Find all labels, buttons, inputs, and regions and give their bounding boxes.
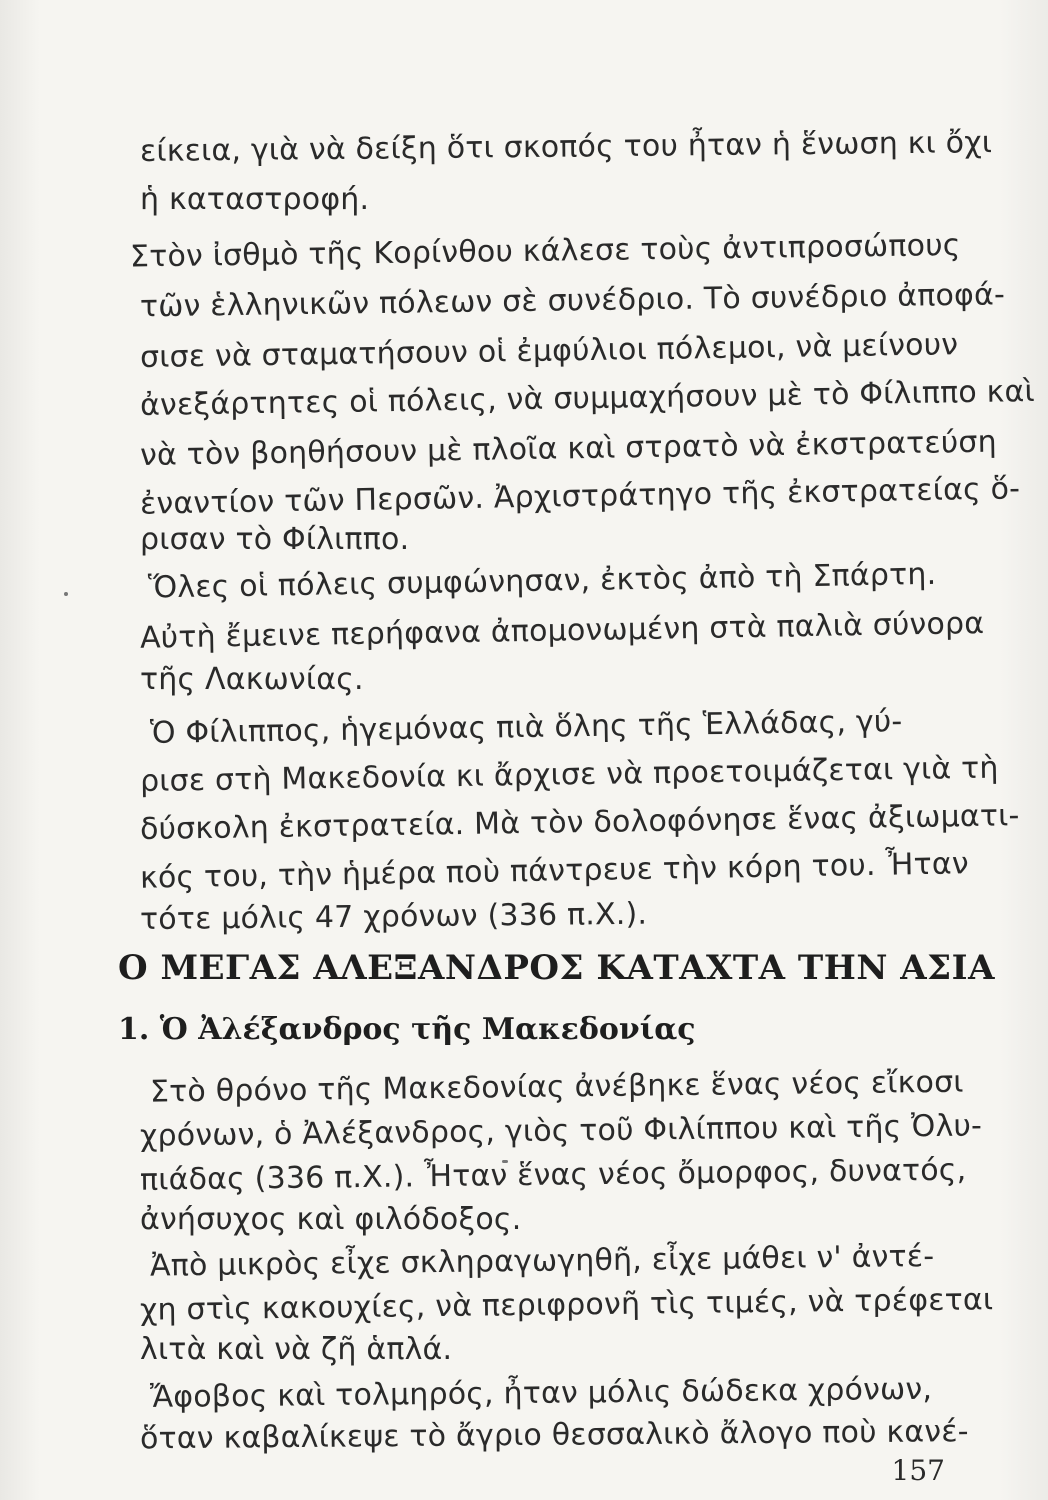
scan-speck	[64, 592, 68, 596]
text-line: τῶν ἑλληνικῶν πόλεων σὲ συνέδριο. Τὸ συνέδριο ἀποφά-	[139, 277, 1006, 325]
text-line: ἀνεξάρτητες οἱ πόλεις, νὰ συμμαχήσουν μὲ τὸ Φίλιππο καὶ	[139, 373, 1036, 424]
text-line: δύσκολη ἐκστρατεία. Μὰ τὸν δολοφόνησε ἕνας ἀξιωματι-	[139, 798, 1020, 848]
text-line: Ἄφοβος καὶ τολμηρός, ἦταν μόλις δώδεκα χρόνων,	[149, 1371, 933, 1415]
text-line: Στὸ θρόνο τῆς Μακεδονίας ἀνέβηκε ἕνας νέος εἴκοσι	[149, 1064, 964, 1110]
text-line: Ἀπὸ μικρὸς εἶχε σκληραγωγηθῆ, εἶχε μάθει ν' ἀντέ-	[149, 1238, 935, 1284]
text-line: ρισε στὴ Μακεδονία κι ἄρχισε νὰ προετοιμάζεται γιὰ τὴ	[139, 750, 999, 800]
text-line: τῆς Λακωνίας.	[140, 662, 364, 697]
text-line: Ὁ Φίλιππος, ἡγεμόνας πιὰ ὅλης τῆς Ἑλλάδας, γύ-	[149, 704, 903, 751]
text-line: λιτὰ καὶ νὰ ζῆ ἁπλά.	[140, 1332, 453, 1367]
text-line: ἀνήσυχος καὶ φιλόδοξος.	[140, 1202, 522, 1237]
text-line: σισε νὰ σταματήσουν οἱ ἐμφύλιοι πόλεμοι, νὰ μείνουν	[139, 327, 959, 376]
text-line: κός του, τὴν ἡμέρα ποὺ πάντρευε τὴν κόρη του. Ἦταν	[139, 846, 970, 896]
text-line: χρόνων, ὁ Ἀλέξανδρος, γιὸς τοῦ Φιλίππου καὶ τῆς Ὀλυ-	[139, 1108, 983, 1154]
text-line: Ὅλες οἱ πόλεις συμφώνησαν, ἐκτὸς ἀπὸ τὴ Σπάρτη.	[147, 556, 937, 606]
text-line: νὰ τὸν βοηθήσουν μὲ πλοῖα καὶ στρατὸ νὰ ἐκστρατεύση	[139, 424, 998, 474]
text-line: πιάδας (336 π.Χ.). Ἦταν ἕνας νέος ὄμορφος, δυνατός,	[139, 1152, 967, 1198]
text-line: χη στὶς κακουχίες, νὰ περιφρονῆ τὶς τιμές, νὰ τρέφεται	[139, 1282, 994, 1328]
book-page: είκεια, γιὰ νὰ δείξη ὅτι σκοπός του ἦταν ἡ ἕνωση κι ὄχι ἡ καταστροφή. Στὸν ἰσθμὸ τῆς Κορίνθου κάλεσε τοὺς ἀντιπροσώπους τῶν ἑλληνικῶν πόλεων σὲ συνέδριο. Τὸ συνέδριο ἀποφά- σισε νὰ σταματήσουν οἱ ἐμφύλιοι πόλεμοι, νὰ μείνουν ἀνεξάρτητες οἱ πόλεις, νὰ συμμαχήσουν μὲ τὸ Φίλιππο καὶ νὰ τὸν βοηθήσουν μὲ πλοῖα καὶ στρατὸ νὰ ἐκστρατεύση ἐναντίον τῶν Περσῶν. Ἀρχιστράτηγο τῆς ἐκστρατείας ὅ- ρισαν τὸ Φίλιππο. Ὅλες οἱ πόλεις συμφώνησαν, ἐκτὸς ἀπὸ τὴ Σπάρτη. Αὐτὴ ἔμεινε περήφανα ἀπομονωμένη στὰ παλιὰ σύνορα τῆς Λακωνίας. Ὁ Φίλιππος, ἡγεμόνας πιὰ ὅλης τῆς Ἑλλάδας, γύ- ρισε στὴ Μακεδονία κι ἄρχισε νὰ προετοιμάζεται γιὰ τὴ δύσκολη ἐκστρατεία. Μὰ τὸν δολοφόνησε ἕνας ἀξιωματι- κός του, τὴν ἡμέρα ποὺ πάντρευε τὴν κόρη του. Ἦταν τότε μόλις 47 χρόνων (336 π.Χ.). Ο ΜΕΓΑΣ ΑΛΕΞΑΝΔΡΟΣ ΚΑΤΑΧΤΑ ΤΗΝ ΑΣΙΑ 1. Ὁ Ἀλέξανδρος τῆς Μακεδονίας Στὸ θρόνο τῆς Μακεδονίας ἀνέβηκε ἕνας νέος εἴκοσι χρόνων, ὁ Ἀλέξανδρος, γιὸς τοῦ Φιλίππου καὶ τῆς Ὀλυ- πιάδας (336 π.Χ.). Ἦταν ἕνας νέος ὄμορφος, δυνατός, ἀνήσυχος καὶ φιλόδοξος. Ἀπὸ μικρὸς εἶχε σκληραγωγηθῆ, εἶχε μάθει ν' ἀντέ- χη στὶς κακουχίες, νὰ περιφρονῆ τὶς τιμές, νὰ τρέφεται λιτὰ καὶ νὰ ζῆ ἁπλά. Ἄφοβος καὶ τολμηρός, ἦταν μόλις δώδεκα χρόνων, ὅταν καβαλίκεψε τὸ ἄγριο θεσσαλικὸ ἄλογο ποὺ κανέ- 157	[0, 0, 1048, 1500]
text-line: Αὐτὴ ἔμεινε περήφανα ἀπομονωμένη στὰ παλιὰ σύνορα	[139, 605, 985, 656]
text-line: ἐναντίον τῶν Περσῶν. Ἀρχιστράτηγο τῆς ἐκστρατείας ὅ-	[139, 471, 1021, 522]
text-line: Στὸν ἰσθμὸ τῆς Κορίνθου κάλεσε τοὺς ἀντιπροσώπους	[129, 227, 961, 275]
text-line: ἡ καταστροφή.	[140, 182, 370, 217]
page-number: 157	[891, 1454, 945, 1487]
text-line: ὅταν καβαλίκεψε τὸ ἄγριο θεσσαλικὸ ἄλογο ποὺ κανέ-	[139, 1414, 969, 1457]
text-line: ρισαν τὸ Φίλιππο.	[140, 522, 410, 557]
text-line: τότε μόλις 47 χρόνων (336 π.Χ.).	[139, 896, 648, 938]
text-line: είκεια, γιὰ νὰ δείξη ὅτι σκοπός του ἦταν ἡ ἕνωση κι ὄχι	[139, 125, 993, 170]
